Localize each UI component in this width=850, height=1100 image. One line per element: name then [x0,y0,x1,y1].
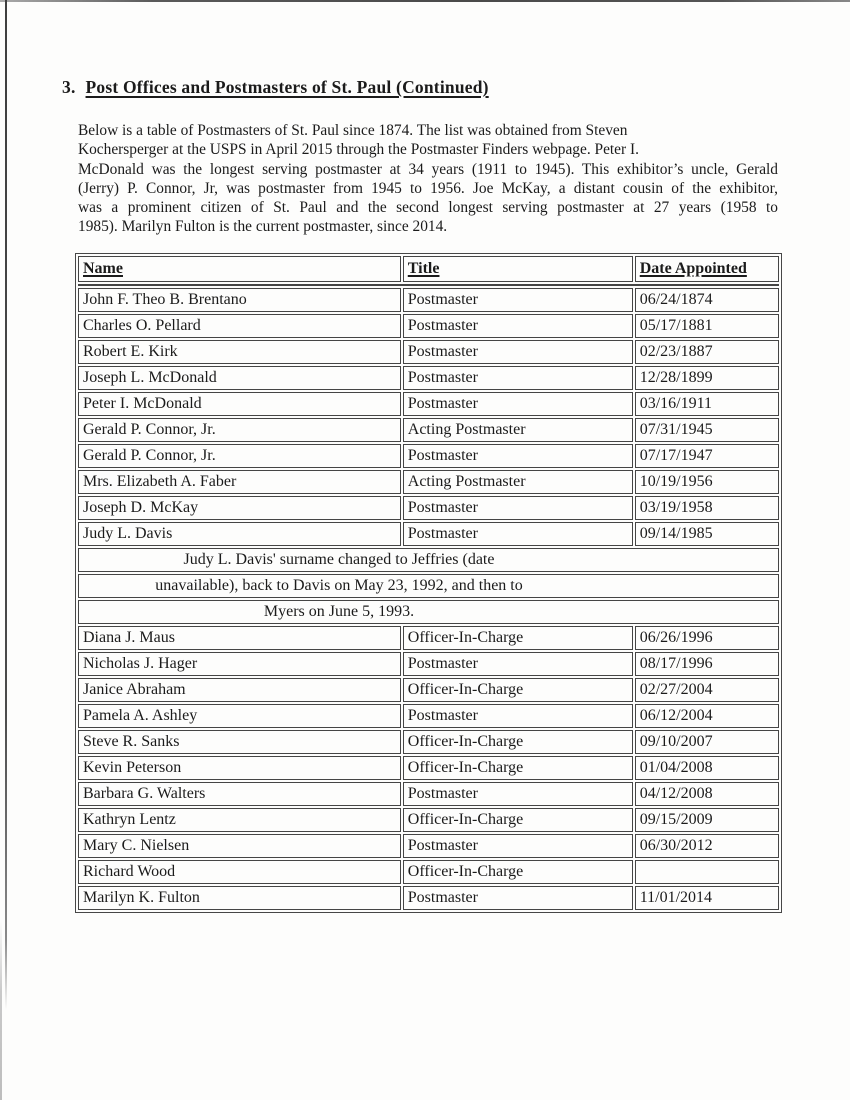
table-row [78,522,779,546]
date-cell: 05/17/1881 [635,314,779,338]
title-cell: Postmaster [403,340,633,364]
title-cell: Postmaster [403,288,633,312]
header-label-title: Title [407,260,440,277]
header-spacer-cell [78,284,779,286]
name-cell: Judy L. Davis [78,522,401,546]
name-cell: Joseph D. McKay [78,496,401,520]
note-row [78,600,779,624]
note-cell: unavailable), back to Davis on May 23, 1992, and then to [78,574,779,598]
name-cell: Barbara G. Walters [78,782,401,806]
table-row [78,366,779,390]
date-cell: 10/19/1956 [635,470,779,494]
section-title: Post Offices and Postmasters of St. Paul (Continued) [85,77,489,97]
table-row [78,782,779,806]
table-row [78,444,779,468]
title-cell: Postmaster [403,314,633,338]
date-cell: 12/28/1899 [635,366,779,390]
name-cell: Kevin Peterson [78,756,401,780]
intro-line: Kochersperger at the USPS in April 2015 through the Postmaster Finders webpage. Peter I. [78,141,639,159]
title-cell: Acting Postmaster [403,470,633,494]
date-cell: 03/19/1958 [635,496,779,520]
name-cell: Gerald P. Connor, Jr. [78,444,401,468]
title-cell: Acting Postmaster [403,418,633,442]
intro-line: 1985). Marilyn Fulton is the current postmaster, since 2014. [78,218,448,236]
title-cell: Postmaster [403,366,633,390]
table-row [78,860,779,884]
title-cell: Officer-In-Charge [403,626,633,650]
table-row [78,288,779,312]
title-cell: Postmaster [403,522,633,546]
table-row [78,418,779,442]
name-cell: Nicholas J. Hager [78,652,401,676]
table-row [78,652,779,676]
date-cell: 01/04/2008 [635,756,779,780]
table-row [78,756,779,780]
table-row [78,496,779,520]
header-cell-title [403,256,633,282]
header-cell-date [635,256,779,282]
name-cell: Diana J. Maus [78,626,401,650]
name-cell: Steve R. Sanks [78,730,401,754]
date-cell: 09/14/1985 [635,522,779,546]
note-cell: Judy L. Davis' surname changed to Jeffries (date [78,548,779,572]
title-cell: Postmaster [403,834,633,858]
title-cell: Postmaster [403,782,633,806]
section-number: 3. [62,77,76,97]
name-cell: Gerald P. Connor, Jr. [78,418,401,442]
scan-edge-top [0,0,850,2]
note-row [78,574,779,598]
name-cell: Kathryn Lentz [78,808,401,832]
table-row [78,340,779,364]
date-cell: 11/01/2014 [635,886,779,910]
name-cell: Charles O. Pellard [78,314,401,338]
title-cell: Officer-In-Charge [403,678,633,702]
intro-paragraph [78,121,778,237]
title-cell: Postmaster [403,704,633,728]
intro-line: (Jerry) P. Connor, Jr, was postmaster from 1945 to 1956. Joe McKay, a distant cousin of the exhibitor, [78,179,778,197]
header-label-name: Name [83,260,123,277]
name-cell: Peter I. McDonald [78,392,401,416]
date-cell: 04/12/2008 [635,782,779,806]
date-cell: 06/30/2012 [635,834,779,858]
scan-edge-left [5,0,7,1010]
name-cell: Mary C. Nielsen [78,834,401,858]
name-cell: Janice Abraham [78,678,401,702]
table-row [78,886,779,910]
intro-line: was a prominent citizen of St. Paul and the second longest serving postmaster at 27 years (1958 to [78,199,778,217]
intro-line: Below is a table of Postmasters of St. Paul since 1874. The list was obtained from Steven [78,122,628,139]
name-cell: Mrs. Elizabeth A. Faber [78,470,401,494]
title-cell: Officer-In-Charge [403,730,633,754]
name-cell: John F. Theo B. Brentano [78,288,401,312]
table-row [78,808,779,832]
title-cell: Postmaster [403,444,633,468]
postmasters-table [75,253,782,913]
table-header-row [78,256,779,282]
name-cell: Marilyn K. Fulton [78,886,401,910]
date-cell: 07/31/1945 [635,418,779,442]
title-cell: Postmaster [403,886,633,910]
title-cell: Officer-In-Charge [403,756,633,780]
date-cell [635,860,779,884]
table-row [78,678,779,702]
intro-line: McDonald was the longest serving postmaster at 34 years (1911 to 1945). This exhibitor’s uncle, Gerald [78,160,778,178]
date-cell: 03/16/1911 [635,392,779,416]
table-row [78,314,779,338]
date-cell: 06/24/1874 [635,288,779,312]
date-cell: 02/27/2004 [635,678,779,702]
name-cell: Pamela A. Ashley [78,704,401,728]
table-row [78,470,779,494]
date-cell: 06/26/1996 [635,626,779,650]
note-cell: Myers on June 5, 1993. [78,600,779,624]
title-cell: Officer-In-Charge [403,808,633,832]
section-heading [62,77,489,98]
date-cell: 09/15/2009 [635,808,779,832]
date-cell: 09/10/2007 [635,730,779,754]
title-cell: Postmaster [403,392,633,416]
title-cell: Officer-In-Charge [403,860,633,884]
scan-edge-left-faint [0,920,2,1100]
name-cell: Richard Wood [78,860,401,884]
title-cell: Postmaster [403,652,633,676]
date-cell: 02/23/1887 [635,340,779,364]
date-cell: 08/17/1996 [635,652,779,676]
header-spacer-row [78,284,779,286]
table-row [78,626,779,650]
name-cell: Robert E. Kirk [78,340,401,364]
note-row [78,548,779,572]
title-cell: Postmaster [403,496,633,520]
date-cell: 07/17/1947 [635,444,779,468]
table-row [78,704,779,728]
table-row [78,392,779,416]
name-cell: Joseph L. McDonald [78,366,401,390]
header-cell-name [78,256,401,282]
table-row [78,730,779,754]
date-cell: 06/12/2004 [635,704,779,728]
table-row [78,834,779,858]
header-label-date: Date Appointed [639,260,747,277]
